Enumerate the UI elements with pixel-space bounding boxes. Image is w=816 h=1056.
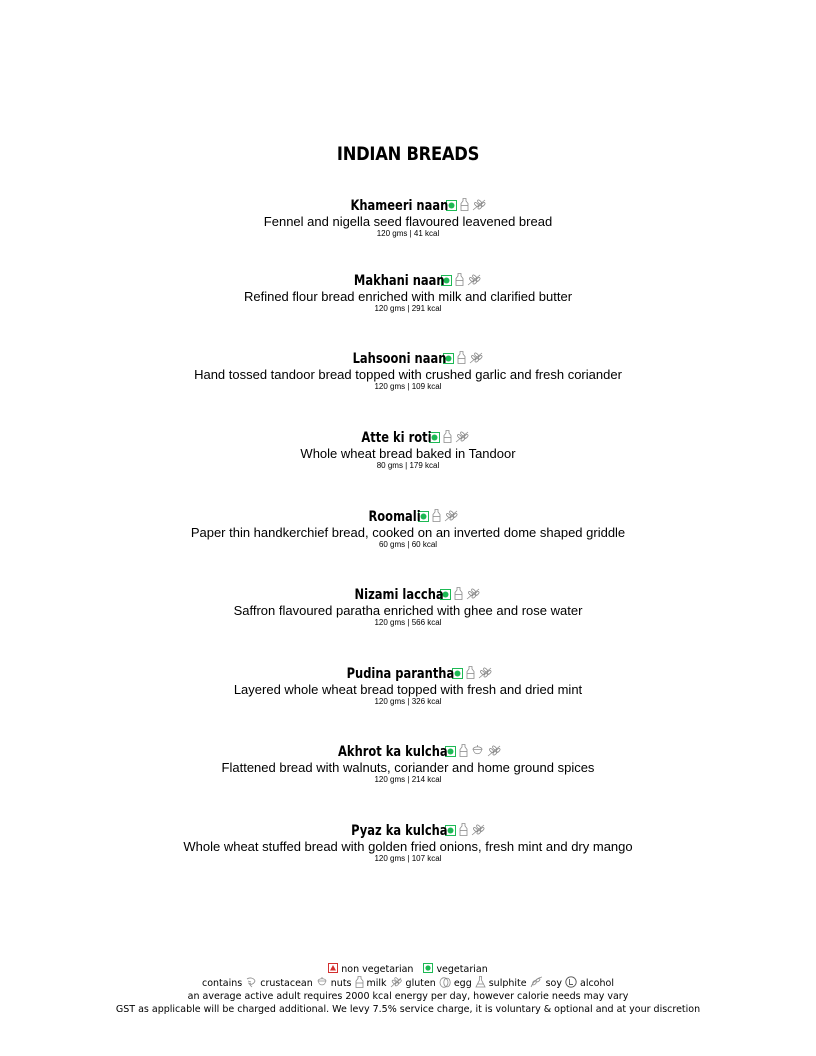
menu-item [0, 196, 816, 239]
item-icons [443, 353, 484, 367]
item-name: Pyaz ka kulcha [351, 823, 448, 839]
menu-item [0, 585, 816, 628]
menu-item [0, 664, 816, 707]
item-name: Pudina parantha [346, 666, 455, 682]
item-name: Atte ki roti [361, 430, 432, 446]
item-name-row [0, 196, 816, 214]
item-icons [441, 275, 482, 289]
item-name-row [0, 585, 816, 603]
menu-item [0, 271, 816, 314]
gst-note: GST as applicable will be charged additional. We levy 7.5% service charge, it is voluntary & optional and at your discretion [115, 1004, 701, 1015]
item-name: Khameeri naan [350, 198, 449, 214]
item-icons [445, 746, 502, 760]
item-description: Refined flour bread enriched with milk and clarified butter [243, 289, 573, 304]
item-weight-calories: 80 gms | 179 kcal [376, 461, 440, 470]
contains-label: contains [202, 977, 243, 989]
item-icons [452, 668, 493, 682]
menu-item [0, 428, 816, 471]
crustacean-label: crustacean [260, 977, 313, 989]
egg-icon [439, 976, 451, 991]
egg-label: egg [453, 977, 472, 989]
item-description: Fennel and nigella seed flavoured leavened bread [263, 214, 553, 229]
item-weight-calories: 120 gms | 566 kcal [374, 618, 442, 627]
nuts-label: nuts [330, 977, 352, 989]
menu-item [0, 821, 816, 864]
item-weight-calories: 120 gms | 107 kcal [374, 854, 442, 863]
alcohol-icon [565, 976, 577, 991]
menu-item [0, 742, 816, 785]
item-name-row [0, 271, 816, 289]
item-description: Paper thin handkerchief bread, cooked on an inverted dome shaped griddle [190, 525, 626, 540]
item-weight-calories: 120 gms | 41 kcal [376, 229, 440, 238]
item-description: Layered whole wheat bread topped with fresh and dried mint [233, 682, 583, 697]
item-weight-calories: 120 gms | 291 kcal [374, 304, 442, 313]
footer [0, 962, 816, 1016]
item-name-row [0, 742, 816, 760]
diet-legend [0, 962, 816, 976]
veg-label: vegetarian [436, 963, 488, 975]
veg-icon [423, 963, 433, 976]
item-weight-calories: 60 gms | 60 kcal [378, 540, 438, 549]
non-veg-label: non vegetarian [341, 963, 414, 975]
item-icons [440, 589, 481, 603]
item-description: Saffron flavoured paratha enriched with ghee and rose water [233, 603, 583, 618]
item-name: Nizami laccha [354, 587, 444, 603]
alcohol-label: alcohol [580, 977, 614, 989]
energy-note: an average active adult requires 2000 kcal energy per day, however calorie needs may vary [187, 991, 629, 1002]
item-description: Flattened bread with walnuts, coriander and home ground spices [221, 760, 595, 775]
soy-icon [530, 976, 543, 991]
item-icons [446, 200, 487, 214]
item-description: Hand tossed tandoor bread topped with crushed garlic and fresh coriander [194, 367, 622, 382]
crustacean-icon [245, 976, 257, 991]
item-weight-calories: 120 gms | 214 kcal [374, 775, 442, 784]
item-description: Whole wheat stuffed bread with golden fried onions, fresh mint and dry mango [183, 839, 633, 854]
item-icons [418, 511, 459, 525]
gluten-icon [390, 976, 403, 991]
item-name-row [0, 428, 816, 446]
menu-item [0, 349, 816, 392]
item-name-row [0, 349, 816, 367]
page-title: INDIAN BREADS [336, 143, 480, 165]
allergen-legend [0, 976, 816, 990]
item-icons [429, 432, 470, 446]
sulphite-icon [475, 976, 486, 991]
item-name-row [0, 507, 816, 525]
item-name: Lahsooni naan [352, 351, 447, 367]
item-name-row [0, 821, 816, 839]
non-veg-icon [328, 963, 338, 976]
item-name: Akhrot ka kulcha [338, 744, 448, 760]
item-description: Whole wheat bread baked in Tandoor [300, 446, 516, 461]
milk-icon [355, 976, 364, 991]
sulphite-label: sulphite [488, 977, 527, 989]
nuts-icon [316, 976, 328, 991]
item-name: Roomali [368, 509, 421, 525]
soy-label: soy [545, 977, 562, 989]
item-name-row [0, 664, 816, 682]
item-weight-calories: 120 gms | 326 kcal [374, 697, 442, 706]
item-icons [445, 825, 486, 839]
milk-label: milk [366, 977, 387, 989]
item-weight-calories: 120 gms | 109 kcal [374, 382, 442, 391]
menu-item [0, 507, 816, 550]
item-name: Makhani naan [353, 273, 445, 289]
gluten-label: gluten [405, 977, 436, 989]
